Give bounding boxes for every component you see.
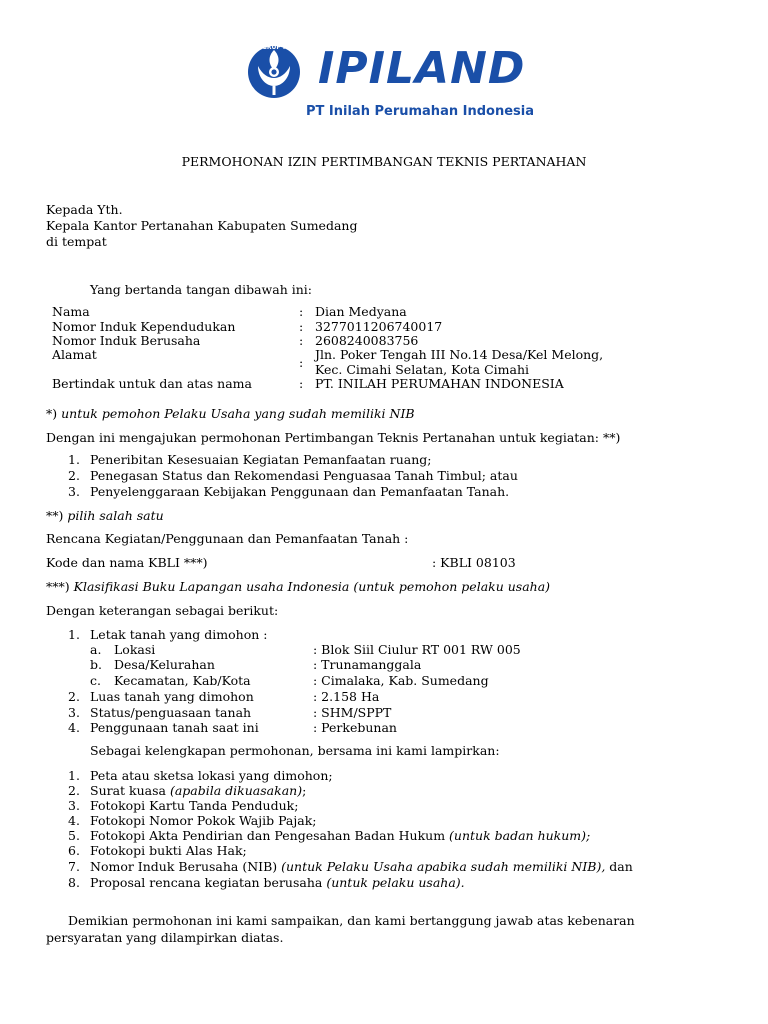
list-item: Penyelenggaraan Kebijakan Penggunaan dan Pemanfaatan Tanah. [90, 484, 510, 499]
note-nib-mark: *) [46, 406, 58, 421]
applicant-value-nik: 3277011206740017 [315, 319, 443, 334]
list-number: 1. [68, 627, 80, 642]
attachment-item: Surat kuasa (apabila dikuasakan); [90, 783, 307, 798]
note-choose-mark: **) [46, 508, 64, 523]
list-number: 2. [68, 783, 80, 798]
list-number: 3. [68, 484, 80, 499]
details-value: : 2.158 Ha [313, 689, 380, 704]
details-label: Status/penguasaan tanah [90, 705, 252, 720]
kbli-label: Kode dan nama KBLI ***) [46, 555, 208, 570]
list-number: 1. [68, 768, 80, 783]
list-number: 7. [68, 859, 80, 874]
details-sub-label: Kecamatan, Kab/Kota [114, 673, 251, 688]
note-kbli-mark: ***) [46, 579, 70, 594]
request-line: Dengan ini mengajukan permohonan Pertimbangan Teknis Pertanahan untuk kegiatan: **) [46, 430, 621, 445]
list-number: 8. [68, 875, 80, 890]
attachment-item: Proposal rencana kegiatan berusaha (untuk pelaku usaha). [90, 875, 465, 890]
details-sub-value: : Cimalaka, Kab. Sumedang [313, 673, 489, 688]
list-number: 4. [68, 720, 80, 735]
details-item-location: Letak tanah yang dimohon : [90, 627, 268, 642]
attachment-item: Fotokopi Nomor Pokok Wajib Pajak; [90, 813, 317, 828]
kbli-value: : KBLI 08103 [432, 555, 516, 570]
note-nib [46, 406, 415, 421]
ipiland-logo-mark [246, 42, 314, 102]
details-value: : Perkebunan [313, 720, 397, 735]
document-title: PERMOHONAN IZIN PERTIMBANGAN TEKNIS PERTANAHAN [181, 154, 587, 169]
list-number: 3. [68, 798, 80, 813]
details-heading: Dengan keterangan sebagai berikut: [46, 603, 279, 618]
applicant-value-nib: 2608240083756 [315, 333, 419, 348]
applicant-label-address: Alamat [52, 347, 97, 362]
list-item: Peneribitan Kesesuaian Kegiatan Pemanfaatan ruang; [90, 452, 432, 467]
details-sub-label: Desa/Kelurahan [114, 657, 215, 672]
closing-line1: Demikian permohonan ini kami sampaikan, dan kami bertanggung jawab atas kebenaran [68, 913, 635, 928]
attachment-item: Fotokopi bukti Alas Hak; [90, 843, 247, 858]
plan-heading: Rencana Kegiatan/Penggunaan dan Pemanfaatan Tanah : [46, 531, 409, 546]
note-kbli-text: Klasifikasi Buku Lapangan usaha Indonesia (untuk pemohon pelaku usaha) [69, 579, 551, 594]
company-name: PT Inilah Perumahan Indonesia [306, 104, 534, 119]
applicant-label-nib: Nomor Induk Berusaha [52, 333, 201, 348]
list-number: 5. [68, 828, 80, 843]
colon: : [299, 304, 304, 319]
logo-badge: GRUP IPI [262, 44, 292, 51]
details-label: Penggunaan tanah saat ini [90, 720, 259, 735]
applicant-label-nik: Nomor Induk Kependudukan [52, 319, 236, 334]
recipient-line1: Kepada Yth. [46, 202, 123, 217]
applicant-value-name: Dian Medyana [315, 304, 407, 319]
sub-letter: a. [90, 642, 102, 657]
logo-wordmark: IPILAND [318, 43, 526, 94]
applicant-value-address-2: Kec. Cimahi Selatan, Kota Cimahi [315, 362, 530, 377]
colon: : [299, 319, 304, 334]
details-sub-value: : Blok Siil Ciulur RT 001 RW 005 [313, 642, 521, 657]
applicant-value-address: Jln. Poker Tengah III No.14 Desa/Kel Melong, [315, 347, 604, 362]
list-item: Penegasan Status dan Rekomendasi Penguasaa Tanah Timbul; atau [90, 468, 518, 483]
attachment-item: Fotokopi Akta Pendirian dan Pengesahan Badan Hukum (untuk badan hukum); [90, 828, 591, 843]
colon: : [299, 376, 304, 391]
colon: : [299, 355, 304, 370]
list-number: 2. [68, 468, 80, 483]
list-number: 4. [68, 813, 80, 828]
attachment-item: Fotokopi Kartu Tanda Penduduk; [90, 798, 299, 813]
list-number: 2. [68, 689, 80, 704]
list-number: 3. [68, 705, 80, 720]
details-sub-value: : Trunamanggala [313, 657, 422, 672]
details-sub-label: Lokasi [114, 642, 156, 657]
attachment-item: Nomor Induk Berusaha (NIB) (untuk Pelaku Usaha apabika sudah memiliki NIB), dan [90, 859, 633, 874]
note-choose [46, 508, 164, 523]
closing-line2: persyaratan yang dilampirkan diatas. [46, 930, 284, 945]
recipient-line3: di tempat [46, 234, 107, 249]
colon: : [299, 333, 304, 348]
list-number: 6. [68, 843, 80, 858]
applicant-label-on-behalf: Bertindak untuk dan atas nama [52, 376, 252, 391]
attachments-intro: Sebagai kelengkapan permohonan, bersama ini kami lampirkan: [90, 743, 500, 758]
applicant-value-company: PT. INILAH PERUMAHAN INDONESIA [315, 376, 564, 391]
details-value: : SHM/SPPT [313, 705, 392, 720]
sub-letter: b. [90, 657, 102, 672]
note-kbli [46, 579, 550, 594]
sub-letter: c. [90, 673, 101, 688]
intro-text: Yang bertanda tangan dibawah ini: [90, 282, 312, 297]
applicant-label-name: Nama [52, 304, 90, 319]
recipient-line2: Kepala Kantor Pertanahan Kabupaten Sumedang [46, 218, 358, 233]
note-nib-text: untuk pemohon Pelaku Usaha yang sudah memiliki NIB [57, 406, 415, 421]
list-number: 1. [68, 452, 80, 467]
note-choose-text: pilih salah satu [63, 508, 164, 523]
attachment-item: Peta atau sketsa lokasi yang dimohon; [90, 768, 333, 783]
details-label: Luas tanah yang dimohon [90, 689, 254, 704]
